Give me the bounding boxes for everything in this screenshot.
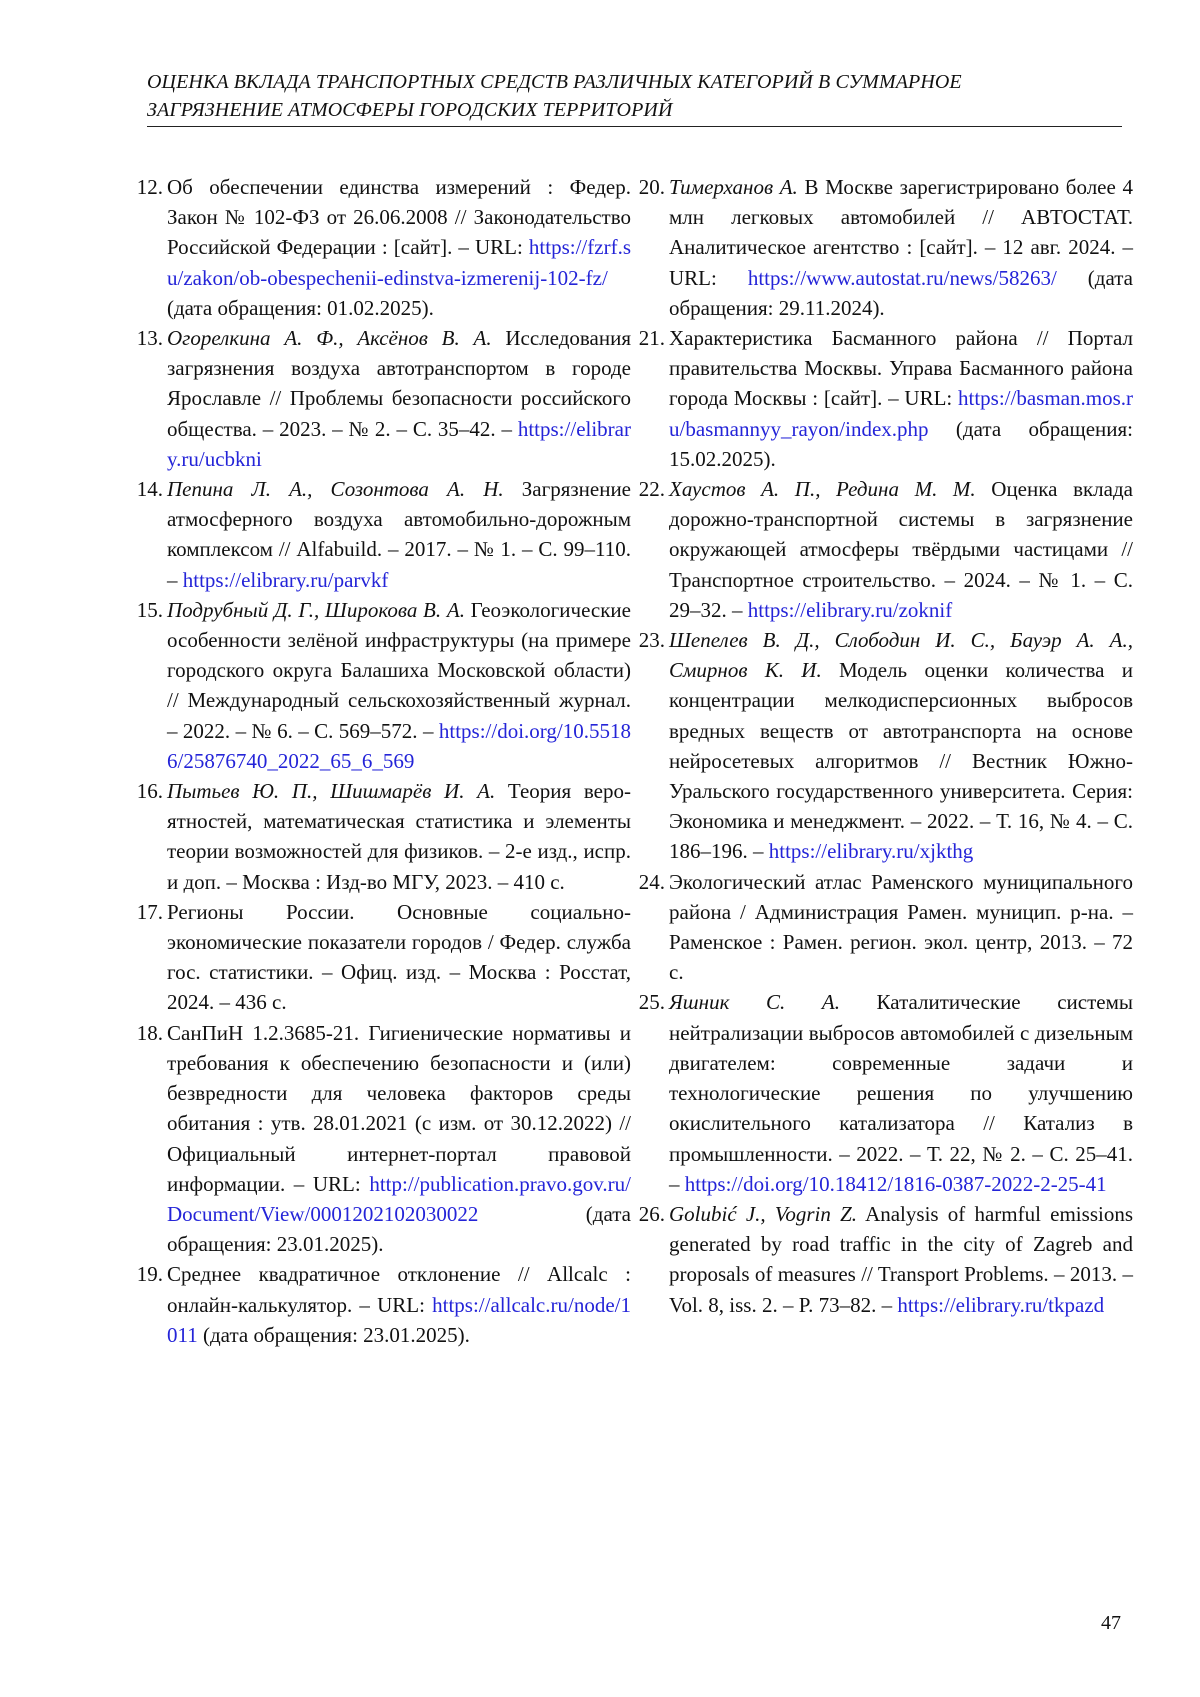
reference-link[interactable]: https://doi.org/10.18412/1816-0387-2022-2-25-41 bbox=[684, 1171, 1107, 1196]
reference-number: 26. bbox=[638, 1201, 665, 1226]
reference-text: Среднее квадратичное отклонение // Allcalc : онлайн-калькулятор. – URL: bbox=[167, 1262, 631, 1317]
reference-number: 15. bbox=[136, 597, 163, 622]
reference-number: 19. bbox=[136, 1262, 163, 1287]
reference-20 bbox=[638, 172, 1133, 323]
reference-link[interactable]: https://elibrary.ru/ucbkni bbox=[167, 416, 631, 471]
reference-15 bbox=[136, 595, 631, 776]
reference-19 bbox=[136, 1259, 631, 1350]
reference-authors: Яшник С. А. bbox=[669, 990, 840, 1015]
reference-text: Геоэкологические особенности зелёной инфраструктуры (на примере городского округа Балашиха Московской области) // Международный сельскохозяйственный журнал. – 2022. – № 6. – С. 569–572. – bbox=[167, 597, 631, 743]
reference-16 bbox=[136, 776, 631, 897]
running-header-line-2: ЗАГРЯЗНЕНИЕ АТМОСФЕРЫ ГОРОДСКИХ ТЕРРИТОРИЙ bbox=[147, 99, 673, 121]
references-left-column bbox=[136, 172, 632, 1350]
reference-link[interactable]: https://doi.org/10.55186/25876740_2022_65_6_569 bbox=[167, 718, 631, 773]
reference-number: 18. bbox=[136, 1020, 163, 1045]
page-number: 47 bbox=[1101, 1612, 1121, 1634]
reference-text: Регионы России. Основные социально-экономические показатели городов / Федер. служба гос. статистики. – Офиц. изд. – Москва : Росстат, 2024. – 436 с. bbox=[167, 899, 631, 1015]
running-header bbox=[147, 68, 1122, 124]
reference-link[interactable]: https://elibrary.ru/parvkf bbox=[182, 567, 389, 592]
reference-14 bbox=[136, 474, 632, 595]
reference-number: 14. bbox=[136, 477, 163, 502]
reference-number: 12. bbox=[136, 175, 163, 199]
reference-text: Оценка вклада дорожно-транспортной системы в загрязнение окружающей атмосферы твёрдыми частицами // Транспортное строительство. – 2024. – № 1. – С. 29–32. – bbox=[669, 477, 1133, 622]
reference-authors: Пытьев Ю. П., Шишмарёв И. А. bbox=[167, 779, 496, 804]
reference-text: Модель оценки количества и концентрации мелкодисперсионных выбросов вредных веществ от автотранспорта на основе нейросетевых алгоритмов // Вестник Южно-Уральского государственного университета. Серия: Экономика и менеджмент. – 2022. – Т. 16, № 4. – С. 186–196. – bbox=[669, 658, 1133, 864]
reference-number: 20. bbox=[638, 175, 665, 199]
reference-number: 23. bbox=[638, 628, 665, 653]
reference-17 bbox=[136, 897, 631, 1018]
reference-18 bbox=[136, 1018, 631, 1260]
reference-link[interactable]: https://elibrary.ru/tkpazd bbox=[897, 1292, 1105, 1317]
reference-number: 21. bbox=[638, 326, 665, 351]
references-right-column bbox=[638, 172, 1134, 1320]
reference-number: 22. bbox=[638, 477, 665, 502]
reference-authors: Тимерханов А. bbox=[669, 175, 798, 199]
reference-number: 17. bbox=[136, 899, 163, 924]
running-header-line-1: ОЦЕНКА ВКЛАДА ТРАНСПОРТНЫХ СРЕДСТВ РАЗЛИЧНЫХ КАТЕГОРИЙ В СУММАРНОЕ bbox=[147, 71, 962, 93]
reference-25 bbox=[638, 987, 1134, 1198]
reference-24 bbox=[638, 867, 1133, 988]
reference-number: 25. bbox=[638, 990, 665, 1015]
reference-access-date: (дата обращения: 29.11.2024). bbox=[669, 265, 1133, 320]
reference-22 bbox=[638, 474, 1133, 625]
reference-text: Каталитические системы нейтрализации выбросов автомобилей с дизельным двигателем: современные задачи и технологические решения по улучшению окислительного катализатора // Катализ в промышленности. – 2022. – Т. 22, № 2. – С. 25–41. – bbox=[669, 990, 1134, 1196]
reference-link[interactable]: https://elibrary.ru/xjkthg bbox=[768, 839, 974, 864]
reference-authors: Подрубный Д. Г., Широкова В. А. bbox=[167, 597, 465, 622]
reference-21 bbox=[638, 323, 1133, 474]
reference-authors: Golubić J., Vogrin Z. bbox=[669, 1201, 858, 1226]
reference-text: Характеристика Басманного района // Портал правительства Москвы. Управа Басманного района города Москвы : [сайт]. – URL: bbox=[669, 326, 1133, 411]
reference-text: Экологический атлас Раменского муниципального района / Администрация Рамен. муницип. р-на. – Раменское : Рамен. регион. экол. центр, 2013. – 72 с. bbox=[669, 869, 1133, 985]
reference-authors: Хаустов А. П., Редина М. М. bbox=[669, 477, 976, 502]
reference-number: 16. bbox=[136, 779, 163, 804]
reference-text: Исследования загрязнения воздуха автотранспортом в городе Ярославле // Проблемы безопасности российского общества. – 2023. – № 2. – С. 35–42. – bbox=[167, 326, 631, 441]
reference-authors: Пепина Л. А., Созонтова А. Н. bbox=[167, 477, 504, 502]
reference-authors: Огорелкина А. Ф., Аксёнов В. А. bbox=[167, 326, 492, 351]
reference-text: Загрязнение атмосферного воздуха автомобильно-дорожным комплексом // Alfabuild. – 2017. – № 1. – С. 99–110. – bbox=[167, 477, 632, 592]
reference-text: СанПиН 1.2.3685-21. Гигиенические нормативы и требования к обеспечению безопасности и (или) безвредности для человека факторов среды обитания : утв. 28.01.2021 (с изм. от 30.12.2022) // Официальный интернет-портал правовой информации. – URL: bbox=[167, 1020, 631, 1196]
reference-text: В Москве зарегистрировано более 4 млн легковых автомобилей // АВТОСТАТ. Аналитическое агентство : [сайт]. – 12 авг. 2024. – URL: bbox=[669, 175, 1133, 290]
reference-link[interactable]: https://basman.mos.ru/basmannyy_rayon/index.php bbox=[669, 386, 1133, 441]
reference-link[interactable]: https://allcalc.ru/node/1011 bbox=[167, 1292, 631, 1347]
reference-text: Теория вероятностей, математическая статистика и элементы теории возможностей для физиков. – 2-е изд., испр. и доп. – Москва : Изд-во МГУ, 2023. – 410 с. bbox=[167, 779, 631, 894]
reference-link[interactable]: https://www.autostat.ru/news/58263/ bbox=[747, 265, 1057, 290]
reference-access-date: (дата обращения: 15.02.2025). bbox=[669, 416, 1133, 471]
reference-number: 13. bbox=[136, 326, 163, 351]
reference-authors: Шепелев В. Д., Слободин И. С., Бауэр А. А., Смирнов К. И. bbox=[669, 628, 1133, 683]
reference-text: Analysis of harmful emissions generated by road traffic in the city of Zagreb and proposals of measures // Transport Problems. – 2013. – Vol. 8, iss. 2. – P. 73–82. – bbox=[669, 1201, 1133, 1317]
reference-access-date: (дата обращения: 23.01.2025). bbox=[197, 1322, 470, 1347]
reference-access-date: (дата обращения: 23.01.2025). bbox=[167, 1201, 631, 1257]
reference-link[interactable]: https://fzrf.su/zakon/ob-obespechenii-edinstva-izmerenij-102-fz/ bbox=[167, 235, 631, 290]
reference-23 bbox=[638, 625, 1133, 867]
reference-number: 24. bbox=[638, 869, 665, 894]
reference-link[interactable]: https://elibrary.ru/zoknif bbox=[747, 597, 953, 622]
reference-link[interactable]: http://publication.pravo.gov.ru/Document/View/0001202102030022 bbox=[167, 1171, 631, 1226]
reference-26 bbox=[638, 1199, 1133, 1320]
header-divider bbox=[147, 126, 1122, 127]
reference-text: Об обеспечении единства измерений : Федер. Закон № 102-ФЗ от 26.06.2008 // Законодательство Российской Федерации : [сайт]. – URL: bbox=[167, 175, 631, 260]
reference-13 bbox=[136, 323, 631, 474]
reference-access-date: (дата обращения: 01.02.2025). bbox=[167, 295, 434, 320]
reference-12 bbox=[136, 172, 631, 323]
